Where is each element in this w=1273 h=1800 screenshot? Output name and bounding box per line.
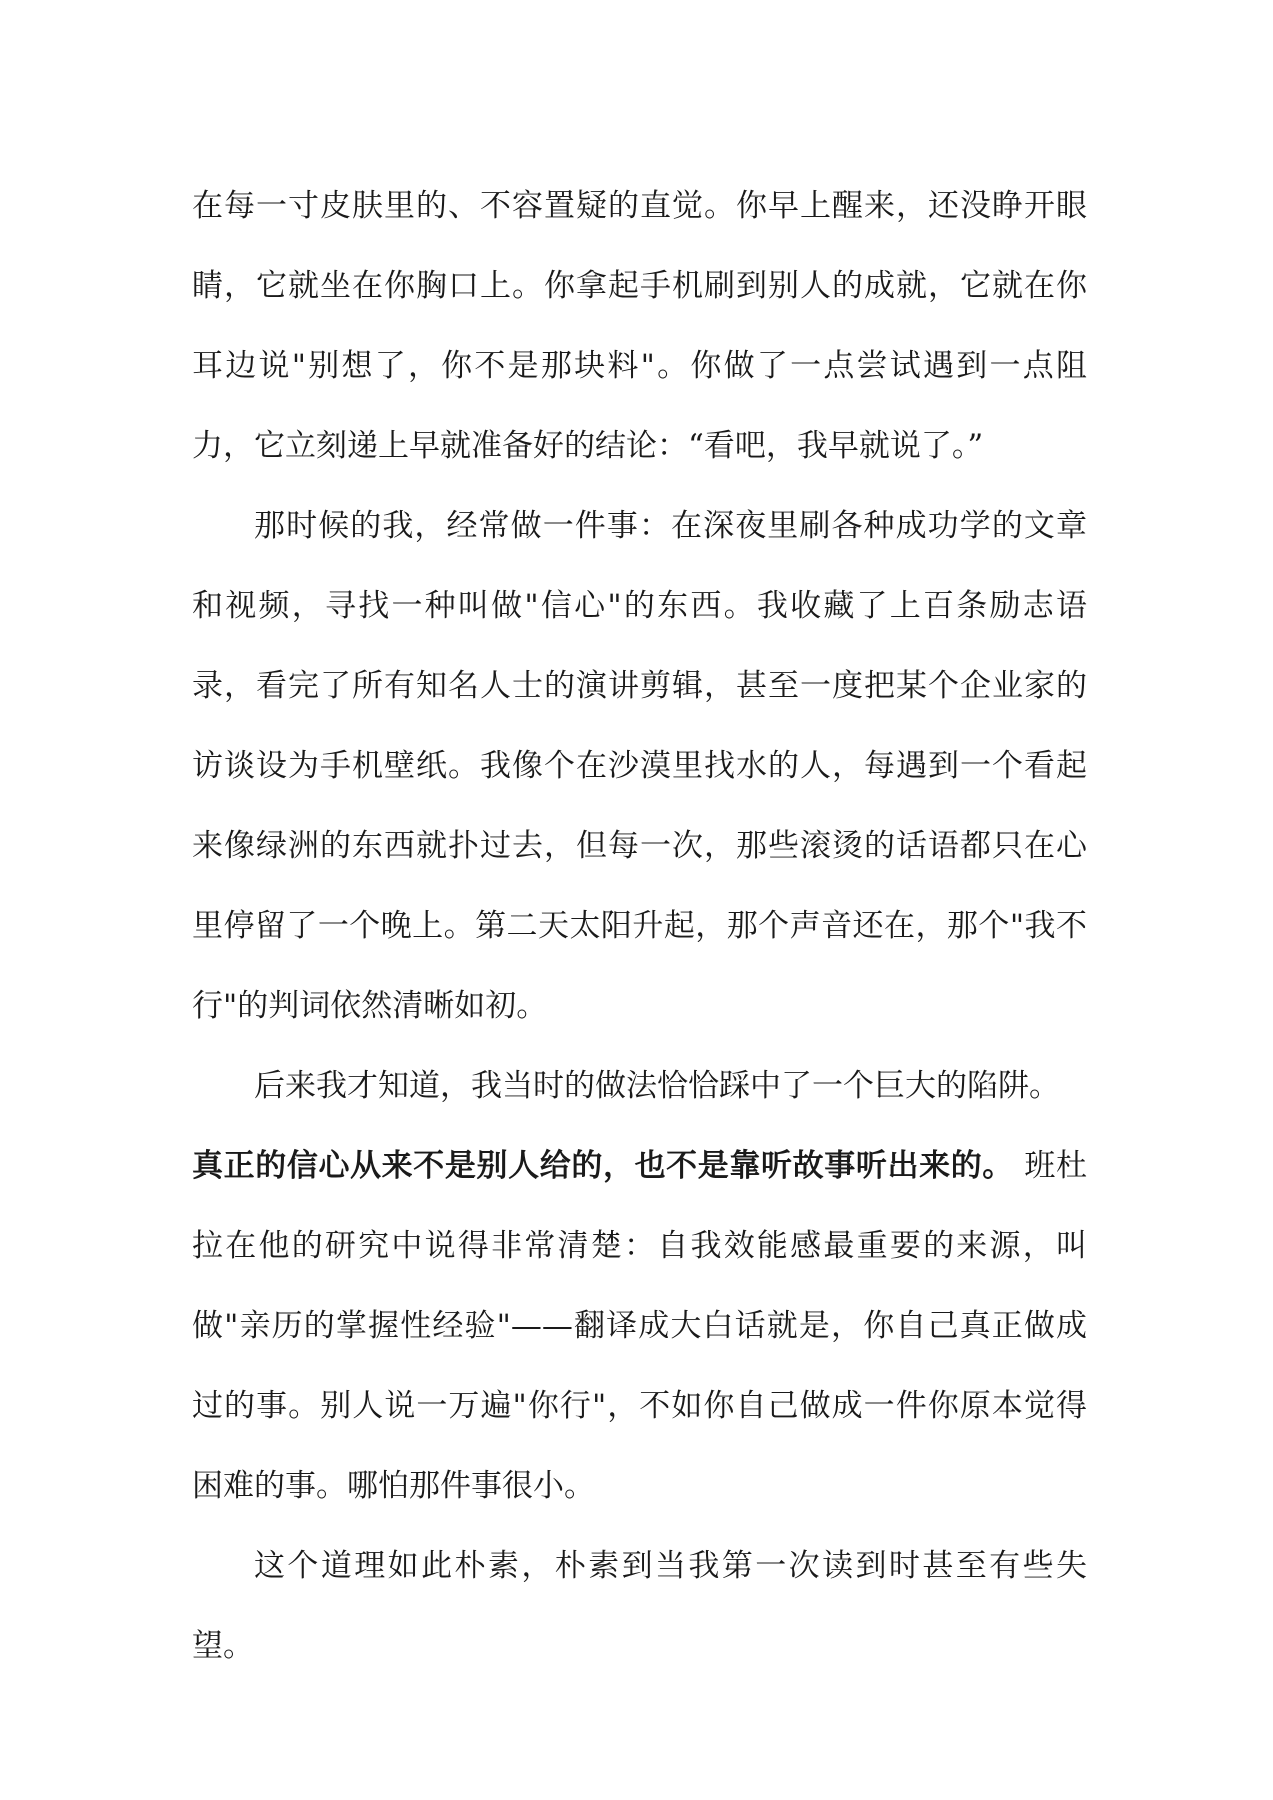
emphasis-sentence: 真正的信心从来不是别人给的，也不是靠听故事听出来的。 xyxy=(192,1148,1014,1184)
paragraph-5: 这个道理如此朴素，朴素到当我第一次读到时甚至有些失望。 xyxy=(192,1548,1087,1664)
paragraph-2: 那时候的我，经常做一件事：在深夜里刷各种成功学的文章和视频，寻找一种叫做"信心"的东西。我收藏了上百条励志语录，看完了所有知名人士的演讲剪辑，甚至一度把某个企业家的访谈设为手机壁纸。我像个在沙漠里找水的人，每遇到一个看起来像绿洲的东西就扑过去，但每一次，那些滚烫的话语都只在心里停留了一个晚上。第二天太阳升起，那个声音还在，那个"我不行"的判词依然清晰如初。 xyxy=(192,508,1087,1024)
paragraph-1: 在每一寸皮肤里的、不容置疑的直觉。你早上醒来，还没睁开眼睛，它就坐在你胸口上。你拿起手机刷到别人的成就，它就在你耳边说"别想了，你不是那块料"。你做了一点尝试遇到一点阻力，它立刻递上早就准备好的结论：“看吧，我早就说了。” xyxy=(192,188,1087,464)
paragraph-4 xyxy=(192,1126,1087,1526)
paragraph-4-text: 班杜拉在他的研究中说得非常清楚：自我效能感最重要的来源，叫做"亲历的掌握性经验"——翻译成大白话就是，你自己真正做成过的事。别人说一万遍"你行"，不如你自己做成一件你原本觉得困难的事。哪怕那件事很小。 xyxy=(192,1148,1088,1504)
document-body xyxy=(192,166,1087,1686)
paragraph-3: 后来我才知道，我当时的做法恰恰踩中了一个巨大的陷阱。 xyxy=(254,1068,1060,1104)
